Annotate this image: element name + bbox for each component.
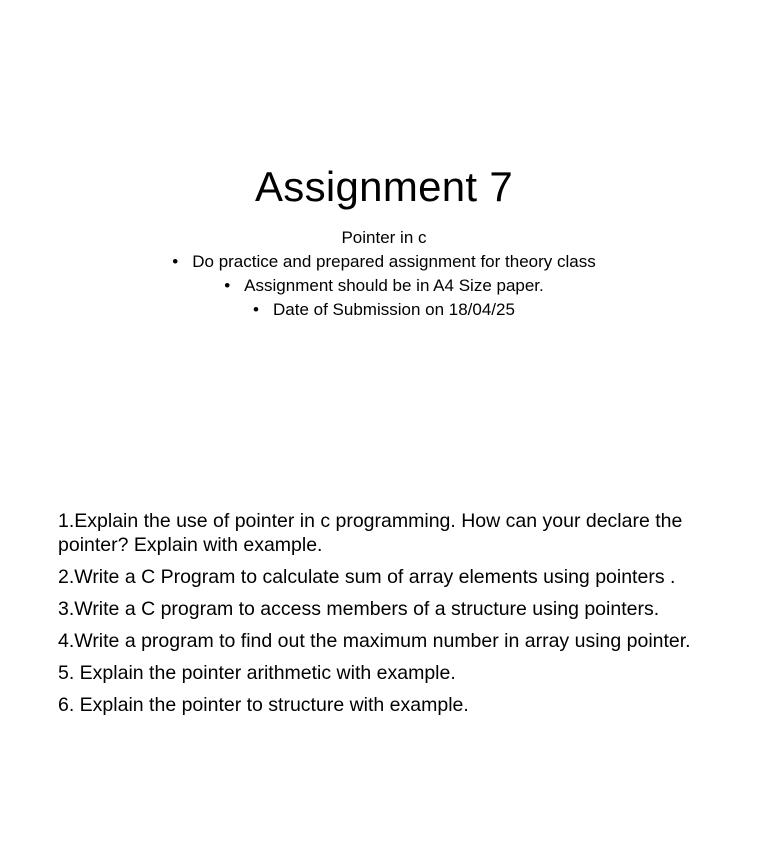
- question-item: 5. Explain the pointer arithmetic with example.: [58, 662, 456, 684]
- bullet-glyph: •: [172, 252, 179, 271]
- question-item: 1.Explain the use of pointer in c programming. How can your declare the pointer? Explain with example.: [58, 510, 683, 556]
- instruction-text: Date of Submission on 18/04/25: [273, 300, 515, 319]
- question-item: 2.Write a C Program to calculate sum of array elements using pointers .: [58, 566, 676, 588]
- question-item: 4.Write a program to find out the maximum number in array using pointer.: [58, 630, 691, 652]
- instruction-bullet-3: [0, 298, 768, 322]
- assignment-topic: Pointer in c: [341, 228, 427, 247]
- assignment-details: [0, 226, 768, 322]
- question-item: 6. Explain the pointer to structure with example.: [58, 694, 469, 716]
- instruction-bullet-1: [0, 250, 768, 274]
- question-item: 3.Write a C program to access members of a structure using pointers.: [58, 598, 660, 620]
- instruction-text: Do practice and prepared assignment for theory class: [192, 252, 596, 271]
- instruction-bullet-2: [0, 274, 768, 298]
- assignment-title: Assignment 7: [254, 163, 514, 210]
- instruction-text: Assignment should be in A4 Size paper.: [244, 276, 544, 295]
- bullet-glyph: •: [253, 300, 259, 319]
- question-list: [58, 509, 728, 725]
- bullet-glyph: •: [224, 276, 231, 295]
